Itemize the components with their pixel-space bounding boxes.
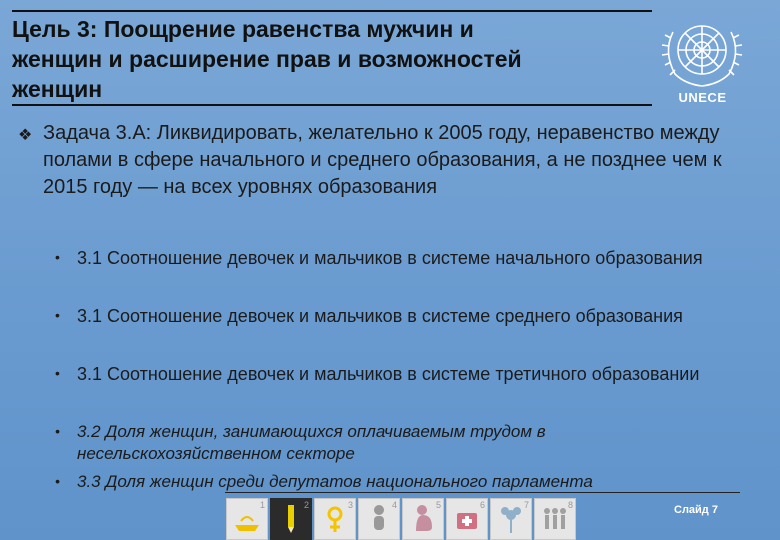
gender-equality-icon [314, 498, 356, 540]
title-divider [12, 104, 652, 106]
environment-icon [490, 498, 532, 540]
icon-number: 2 [303, 500, 309, 510]
bullet-icon: • [55, 423, 60, 439]
global-partnership-icon [534, 498, 576, 540]
slide-title [12, 14, 642, 104]
footer-divider [225, 492, 740, 493]
child-health-icon [358, 498, 400, 540]
task-text: Задача 3.A: Ликвидировать, желательно к 2005 году, неравенство между полами в сфере начального и среднего образования, а не позднее чем к 2015 году — на всех уровнях образования [43, 122, 722, 198]
icon-number: 7 [523, 500, 529, 510]
indicator-item [55, 305, 745, 328]
education-pencil-icon [270, 498, 312, 540]
bullet-icon: • [55, 473, 60, 489]
hiv-aids-icon [446, 498, 488, 540]
indicator-text: 3.3 Доля женщин среди депутатов национального парламента [77, 472, 593, 491]
task-item [18, 120, 758, 201]
maternal-health-icon [402, 498, 444, 540]
icon-number: 5 [435, 500, 441, 510]
indicator-item [55, 363, 745, 386]
title-line: женщин и расширение прав и возможностей [12, 46, 522, 72]
poverty-bowl-icon [226, 498, 268, 540]
title-line: женщин [12, 76, 103, 102]
indicator-text: 3.1 Соотношение девочек и мальчиков в системе среднего образования [77, 306, 683, 326]
icon-number: 6 [479, 500, 485, 510]
bullet-icon: • [55, 307, 60, 323]
indicator-item [55, 247, 745, 270]
icon-number: 1 [259, 500, 265, 510]
icon-number: 3 [347, 500, 353, 510]
slide-number: Слайд 7 [674, 504, 718, 516]
diamond-bullet-icon: ❖ [18, 127, 33, 144]
mdg-icon-strip [226, 498, 576, 538]
icon-number: 8 [567, 500, 573, 510]
indicator-text: 3.2 Доля женщин, занимающихся оплачиваемым трудом в несельскохозяйственном секторе [77, 422, 546, 463]
bullet-icon: • [55, 249, 60, 265]
un-emblem-icon [655, 12, 750, 112]
indicator-text: 3.1 Соотношение девочек и мальчиков в системе начального образования [77, 248, 703, 268]
bullet-icon: • [55, 365, 60, 381]
logo-label: UNECE [678, 90, 727, 105]
indicator-item [55, 471, 745, 493]
title-line: Цель 3: Поощрение равенства мужчин и [12, 16, 474, 42]
title-top-divider [12, 10, 652, 12]
indicator-text: 3.1 Соотношение девочек и мальчиков в системе третичного образовании [77, 364, 700, 384]
icon-number: 4 [391, 500, 397, 510]
indicator-item [55, 421, 745, 465]
